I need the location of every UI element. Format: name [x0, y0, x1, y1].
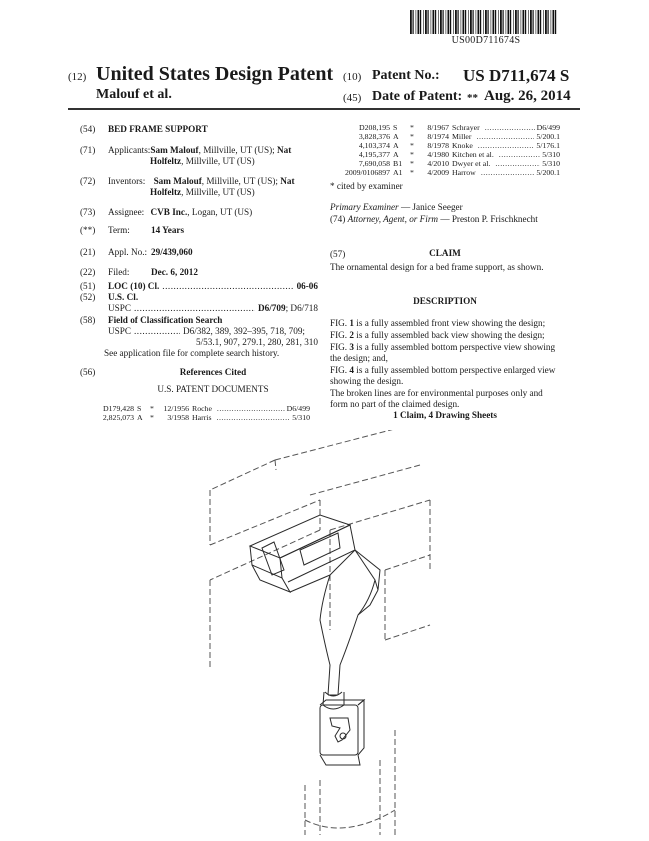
- description-body: [330, 318, 562, 411]
- field-label: Field of Classification Search: [108, 315, 223, 325]
- inventor-2-last: Holfeltz: [150, 187, 182, 197]
- refs-label: References Cited: [179, 367, 247, 377]
- refs-code: (56): [80, 367, 96, 377]
- assignee-label: Assignee:: [108, 207, 145, 217]
- description-heading: DESCRIPTION: [413, 296, 477, 306]
- examiner-label: Primary Examiner: [330, 202, 399, 212]
- reference-star: *: [410, 150, 414, 159]
- reference-date: 12/1956: [163, 404, 189, 413]
- patent-date: Aug. 26, 2014: [484, 88, 571, 104]
- reference-star: *: [410, 123, 414, 132]
- reference-num: 3,828,376: [358, 132, 390, 141]
- fig-2-desc: FIG. 2 is a fully assembled back view showing the design;: [330, 330, 545, 340]
- reference-date: 4/2009: [427, 168, 449, 177]
- reference-num: 7,690,058: [358, 159, 390, 168]
- support-leg: [320, 550, 380, 709]
- filed-code: (22): [80, 267, 96, 277]
- fig-4-desc: FIG. 4 is a fully assembled bottom perspective enlarged view showing the design.: [330, 365, 556, 386]
- field-code: (58): [80, 315, 96, 325]
- reference-name: Harris: [192, 413, 212, 422]
- inventor-1: Sam Malouf: [153, 176, 202, 186]
- applicants-block: [108, 145, 318, 167]
- appl-label: Appl. No.:: [108, 247, 148, 257]
- uscl-sublabel: USPC: [108, 303, 131, 313]
- title-code: (54): [80, 124, 96, 134]
- cited-note: * cited by examiner: [330, 181, 403, 191]
- left-refs-table: [100, 404, 310, 422]
- uscl-secondary: ; D6/718: [285, 303, 318, 313]
- reference-class: 5/310: [542, 150, 560, 159]
- uscl-row: [108, 303, 318, 314]
- bracket: [250, 515, 355, 592]
- field-note: See application file for complete search history.: [104, 348, 280, 358]
- claim-code: (57): [330, 249, 346, 259]
- barcode-number: US00D711674S: [451, 35, 521, 46]
- loc-label: LOC (10) Cl.: [108, 281, 160, 291]
- reference-name: Dwyer et al.: [452, 159, 491, 168]
- inventors-label: Inventors:: [108, 176, 146, 186]
- date-code: (45): [343, 92, 362, 104]
- applicant-2-first: Nat: [277, 145, 292, 155]
- term-code: (**): [80, 225, 96, 235]
- reference-num: 4,195,377: [358, 150, 390, 159]
- design-drawing: [180, 430, 440, 835]
- attorney-line: [330, 214, 538, 225]
- filed-label: Filed:: [108, 267, 130, 277]
- attorney-label: Attorney, Agent, or Firm: [347, 214, 439, 224]
- applicant-1-location: , Millville, UT (US);: [198, 145, 278, 155]
- assignee-name: CVB Inc.: [150, 207, 188, 217]
- reference-star: *: [410, 141, 414, 150]
- appl-number: 29/439,060: [151, 247, 193, 257]
- reference-kind: A: [137, 413, 143, 422]
- applicant-1: Sam Malouf: [150, 145, 199, 155]
- right-refs-table: [338, 123, 560, 177]
- attorney-code: (74): [330, 214, 346, 224]
- reference-star: *: [150, 413, 154, 422]
- reference-row: [338, 132, 560, 141]
- reference-kind: A: [393, 132, 399, 141]
- appl-code: (21): [80, 247, 96, 257]
- fig-3-desc: FIG. 3 is a fully assembled bottom perspective view showing the design; and,: [330, 342, 556, 363]
- applicants-code: (71): [80, 145, 96, 155]
- reference-star: *: [410, 159, 414, 168]
- loc-code: (51): [80, 281, 96, 291]
- filed-date: Dec. 6, 2012: [151, 267, 198, 277]
- reference-date: 8/1967: [427, 123, 449, 132]
- reference-date: 8/1974: [427, 132, 449, 141]
- invention-title: BED FRAME SUPPORT: [108, 124, 208, 134]
- barcode: [410, 10, 560, 34]
- claim-heading: CLAIM: [429, 248, 461, 258]
- date-marker: **: [467, 92, 478, 104]
- reference-row: [100, 404, 310, 413]
- reference-name: Miller: [452, 132, 472, 141]
- header-rule: [68, 108, 580, 110]
- fig-1-desc: FIG. 1 is a fully assembled front view showing the design;: [330, 318, 546, 328]
- inventor-1-location: , Millville, UT (US);: [201, 176, 281, 186]
- reference-kind: A1: [393, 168, 403, 177]
- reference-name: Roche: [192, 404, 212, 413]
- patent-no-label: Patent No.:: [372, 68, 440, 83]
- date-label: Date of Patent:: [372, 89, 463, 104]
- reference-row: [100, 413, 310, 422]
- field-line-1: D6/382, 389, 392–395, 718, 709;: [182, 326, 305, 336]
- inventor-2-location: , Millville, UT (US): [181, 187, 255, 197]
- reference-class: 5/310: [292, 413, 310, 422]
- uscl-label: U.S. Cl.: [108, 292, 139, 302]
- reference-num: 2,825,073: [102, 413, 134, 422]
- field-row: [108, 326, 318, 337]
- loc-value: 06-06: [296, 281, 318, 291]
- examiner-line: [330, 202, 463, 213]
- reference-class: 5/200.1: [536, 168, 560, 177]
- reference-row: [338, 168, 560, 177]
- field-sublabel: USPC: [108, 326, 131, 336]
- applicants-label: Applicants:: [108, 145, 151, 155]
- refs-section: U.S. PATENT DOCUMENTS: [157, 384, 269, 394]
- uscl-code: (52): [80, 292, 96, 302]
- term-value: 14 Years: [151, 225, 185, 235]
- reference-star: *: [410, 132, 414, 141]
- kind-code: (12): [68, 71, 87, 83]
- inventor-short: Malouf et al.: [96, 87, 172, 102]
- claim-text: The ornamental design for a bed frame support, as shown.: [330, 262, 544, 272]
- reference-class: D6/499: [286, 404, 310, 413]
- inventors-code: (72): [80, 176, 96, 186]
- reference-num: 2009/0106897: [344, 168, 390, 177]
- assignee-location: , Logan, UT (US): [187, 207, 253, 217]
- inventors-block: [108, 176, 318, 198]
- examiner-name: — Janice Seeger: [398, 202, 463, 212]
- reference-date: 4/2010: [427, 159, 449, 168]
- reference-num: D179,428: [103, 404, 134, 413]
- reference-num: 4,103,374: [358, 141, 390, 150]
- claims-sheets-count: 1 Claim, 4 Drawing Sheets: [393, 410, 497, 420]
- reference-kind: B1: [393, 159, 403, 168]
- environment-broken-lines: [210, 430, 430, 835]
- loc-row: [108, 281, 318, 292]
- reference-name: Schrayer: [452, 123, 480, 132]
- reference-name: Kitchen et al.: [452, 150, 494, 159]
- reference-kind: A: [393, 141, 399, 150]
- reference-name: Knoke: [452, 141, 473, 150]
- field-line-2: 5/53.1, 907, 279.1, 280, 281, 310: [196, 337, 318, 347]
- reference-star: *: [150, 404, 154, 413]
- inventor-2-first: Nat: [280, 176, 295, 186]
- reference-row: [338, 141, 560, 150]
- reference-kind: A: [393, 150, 399, 159]
- reference-kind: S: [137, 404, 142, 413]
- patent-type-title: United States Design Patent: [96, 63, 334, 85]
- patent-number: US D711,674 S: [463, 66, 570, 85]
- reference-date: 8/1978: [427, 141, 449, 150]
- reference-date: 3/1958: [167, 413, 189, 422]
- term-label: Term:: [108, 225, 130, 235]
- reference-class: D6/499: [536, 123, 560, 132]
- reference-class: 5/200.1: [536, 132, 560, 141]
- reference-num: D208,195: [359, 123, 390, 132]
- reference-row: [338, 150, 560, 159]
- uscl-primary: D6/709: [258, 303, 286, 313]
- caster: [320, 700, 364, 765]
- broken-lines-note: The broken lines are for environmental purposes only and form no part of the claimed design.: [330, 388, 543, 409]
- assignee-block: [108, 207, 252, 218]
- attorney-name: — Preston P. Frischknecht: [438, 214, 538, 224]
- reference-name: Harrow: [452, 168, 476, 177]
- assignee-code: (73): [80, 207, 96, 217]
- reference-star: *: [410, 168, 414, 177]
- reference-row: [338, 159, 560, 168]
- patent-no-code: (10): [343, 71, 362, 83]
- reference-date: 4/1980: [427, 150, 449, 159]
- reference-row: [338, 123, 560, 132]
- reference-class: 5/176.1: [536, 141, 560, 150]
- reference-class: 5/310: [542, 159, 560, 168]
- applicant-2-last: Holfeltz: [150, 156, 182, 166]
- reference-kind: S: [393, 123, 398, 132]
- applicant-2-location: , Millville, UT (US): [181, 156, 255, 166]
